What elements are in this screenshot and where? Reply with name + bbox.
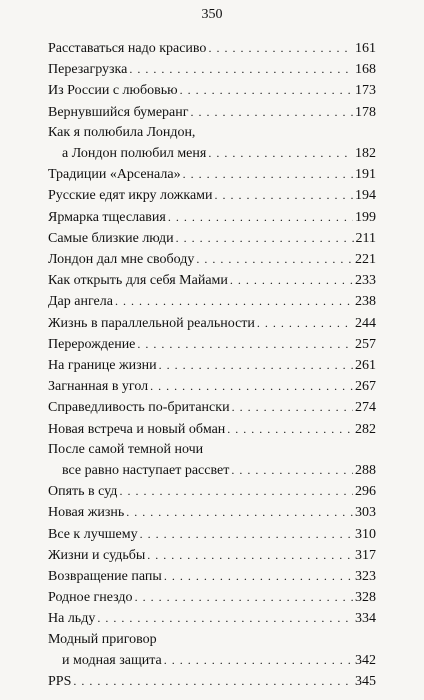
toc-line <box>48 587 376 608</box>
toc-entry <box>48 481 376 502</box>
toc-entry-title: Жизнь в параллельной реальности <box>48 315 255 331</box>
toc-entry <box>48 376 376 397</box>
dot-leader <box>119 481 353 501</box>
dot-leader <box>227 419 353 439</box>
toc-entry <box>48 397 376 418</box>
toc-entry <box>48 80 376 101</box>
toc-entry-page: 238 <box>355 294 376 310</box>
dot-leader <box>230 270 353 290</box>
toc-line <box>48 123 376 143</box>
dot-leader <box>97 608 353 628</box>
dot-leader <box>183 164 353 184</box>
dot-leader <box>191 102 354 122</box>
toc-line <box>48 355 376 376</box>
toc-line <box>48 440 376 460</box>
dot-leader <box>126 502 353 522</box>
toc-line <box>48 59 376 80</box>
toc-entry <box>48 566 376 587</box>
dot-leader <box>196 249 353 269</box>
dot-leader <box>164 650 353 670</box>
toc-entry <box>48 123 376 164</box>
toc-entry-title: Расставаться надо красиво <box>48 41 207 56</box>
toc-entry-page: 261 <box>355 358 376 374</box>
dot-leader <box>180 80 353 100</box>
toc-entry <box>48 355 376 376</box>
toc-entry-title: После самой темной ночи <box>48 441 204 457</box>
toc-entry-page: 310 <box>355 526 376 542</box>
toc-entry <box>48 630 376 671</box>
toc-entry-page: 168 <box>355 62 376 78</box>
toc-entry <box>48 671 376 692</box>
toc-entry-title: Опять в суд <box>48 484 118 500</box>
toc-entry <box>48 419 376 440</box>
toc-entry-page: 211 <box>355 230 376 246</box>
dot-leader <box>137 334 353 354</box>
toc-entry-page: 178 <box>355 104 376 120</box>
toc-entry-page: 303 <box>355 505 376 521</box>
toc-line <box>48 650 376 671</box>
toc-line <box>48 80 376 101</box>
table-of-contents <box>48 38 376 692</box>
dot-leader <box>231 460 353 480</box>
dot-leader <box>232 397 353 417</box>
dot-leader <box>215 185 353 205</box>
toc-line <box>48 38 376 59</box>
toc-entry-page: 296 <box>355 484 376 500</box>
toc-line <box>48 164 376 185</box>
dot-leader <box>129 59 353 79</box>
toc-line <box>48 185 376 206</box>
toc-entry-title: Справедливость по-британски <box>48 400 230 416</box>
toc-entry-title: На льду <box>48 611 96 627</box>
toc-entry <box>48 59 376 80</box>
toc-line <box>48 481 376 502</box>
toc-line <box>48 545 376 566</box>
toc-line <box>48 376 376 397</box>
toc-entry-page: 244 <box>355 315 376 331</box>
toc-entry-title: Ярмарка тщеславия <box>48 209 166 225</box>
toc-entry-page: 199 <box>355 209 376 225</box>
toc-entry-title: Возвращение папы <box>48 569 162 585</box>
toc-line <box>48 143 376 164</box>
toc-entry-page: 173 <box>355 83 376 99</box>
toc-entry <box>48 608 376 629</box>
toc-line <box>48 524 376 545</box>
toc-line <box>48 397 376 418</box>
toc-entry-title: Все к лучшему <box>48 526 138 542</box>
toc-entry-title: все равно наступает рассвет <box>62 463 230 479</box>
toc-line <box>48 608 376 629</box>
dot-leader <box>208 143 353 163</box>
toc-line <box>48 630 376 650</box>
dot-leader <box>150 376 353 396</box>
toc-entry <box>48 249 376 270</box>
toc-entry-page: 345 <box>355 674 376 690</box>
toc-line <box>48 249 376 270</box>
toc-entry-title: Лондон дал мне свободу <box>48 252 195 268</box>
toc-line <box>48 291 376 312</box>
toc-entry-page: 257 <box>355 336 376 352</box>
toc-entry <box>48 313 376 334</box>
toc-entry-title: На границе жизни <box>48 358 157 374</box>
toc-line <box>48 419 376 440</box>
toc-entry-title: Модный приговор <box>48 631 157 647</box>
toc-entry-title: и модная защита <box>62 652 162 668</box>
dot-leader <box>208 38 353 58</box>
toc-entry-page: 182 <box>355 146 376 162</box>
toc-entry-title: Новая встреча и новый обман <box>48 421 226 437</box>
toc-entry <box>48 440 376 481</box>
toc-entry-title: Вернувшийся бумеранг <box>48 104 189 120</box>
dot-leader <box>168 207 353 227</box>
toc-line <box>48 270 376 291</box>
toc-entry-title: Дар ангела <box>48 294 113 310</box>
toc-entry-title: Новая жизнь <box>48 505 125 521</box>
toc-entry-page: 267 <box>355 379 376 395</box>
toc-entry-page: 191 <box>355 167 376 183</box>
toc-entry-page: 274 <box>355 400 376 416</box>
page-number: 350 <box>201 7 223 22</box>
toc-entry-page: 288 <box>355 463 376 479</box>
toc-entry <box>48 270 376 291</box>
dot-leader <box>176 228 354 248</box>
toc-entry <box>48 185 376 206</box>
dot-leader <box>115 291 353 311</box>
toc-entry-page: 334 <box>355 611 376 627</box>
toc-line <box>48 460 376 481</box>
toc-entry-title: Перезагрузка <box>48 62 128 78</box>
toc-entry <box>48 587 376 608</box>
toc-entry-title: Жизни и судьбы <box>48 547 146 563</box>
toc-entry-title: Как я полюбила Лондон, <box>48 124 196 140</box>
toc-entry-page: 194 <box>355 188 376 204</box>
dot-leader <box>159 355 353 375</box>
toc-entry <box>48 291 376 312</box>
toc-entry <box>48 228 376 249</box>
dot-leader <box>73 671 353 691</box>
toc-entry-title: Русские едят икру ложками <box>48 188 213 204</box>
dot-leader <box>147 545 353 565</box>
toc-entry <box>48 545 376 566</box>
toc-entry-title: Самые близкие люди <box>48 230 174 246</box>
toc-entry-title: Родное гнездо <box>48 590 133 606</box>
toc-line <box>48 228 376 249</box>
toc-entry <box>48 207 376 228</box>
toc-entry <box>48 502 376 523</box>
toc-entry <box>48 334 376 355</box>
toc-entry-title: Из России с любовью <box>48 83 178 99</box>
dot-leader <box>257 313 353 333</box>
toc-entry-title: Перерождение <box>48 336 136 352</box>
toc-entry-page: 221 <box>355 252 376 268</box>
dot-leader <box>164 566 353 586</box>
toc-entry-page: 161 <box>355 41 376 56</box>
toc-line <box>48 102 376 123</box>
toc-entry-title: а Лондон полюбил меня <box>62 146 207 162</box>
dot-leader <box>140 524 353 544</box>
toc-line <box>48 671 376 692</box>
toc-line <box>48 334 376 355</box>
toc-line <box>48 502 376 523</box>
toc-entry-title: Традиции «Арсенала» <box>48 167 181 183</box>
toc-entry <box>48 38 376 59</box>
toc-entry <box>48 102 376 123</box>
toc-entry-page: 328 <box>355 590 376 606</box>
toc-entry <box>48 164 376 185</box>
toc-entry-title: PPS <box>48 674 72 690</box>
toc-entry-title: Загнанная в угол <box>48 379 149 395</box>
toc-entry-page: 317 <box>355 547 376 563</box>
toc-entry-page: 282 <box>355 421 376 437</box>
toc-line <box>48 313 376 334</box>
toc-entry-page: 323 <box>355 569 376 585</box>
toc-entry-title: Как открыть для себя Майами <box>48 273 228 289</box>
toc-entry-page: 233 <box>355 273 376 289</box>
dot-leader <box>135 587 353 607</box>
toc-line <box>48 566 376 587</box>
toc-entry <box>48 524 376 545</box>
toc-entry-page: 342 <box>355 652 376 668</box>
toc-line <box>48 207 376 228</box>
